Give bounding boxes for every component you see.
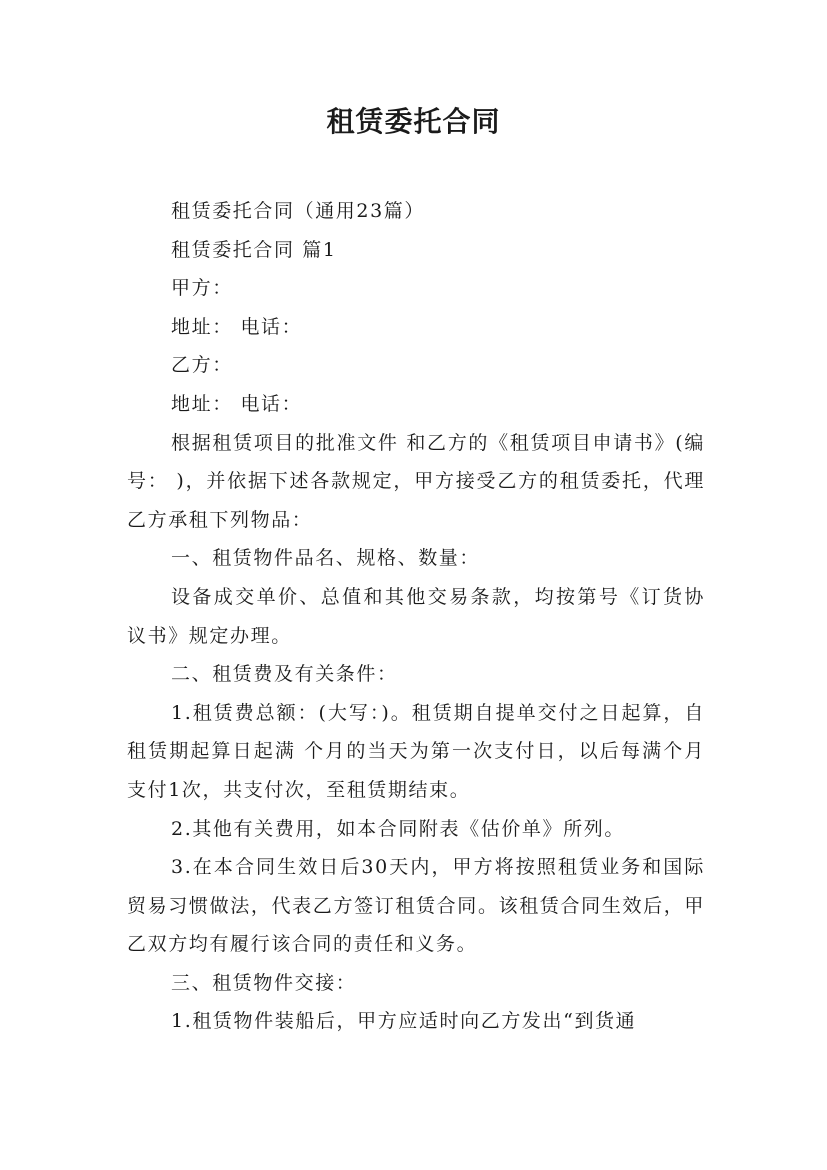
paragraph-clause-2-item-2: 2.其他有关费用，如本合同附表《估价单》所列。 [171,817,625,840]
document-title: 租赁委托合同 [326,105,501,138]
paragraph-party-a: 甲方： [171,277,233,300]
paragraph-clause-3-heading: 三、租赁物件交接： [171,971,357,994]
paragraph-party-b: 乙方： [171,354,233,377]
paragraph-preamble: 根据租赁项目的批准文件 和乙方的《租赁项目申请书》(编号： )，并依据下述各款规定，甲方接受乙方的租赁委托，代理乙方承租下列物品： [127,431,705,531]
paragraph-party-b-address: 地址： 电话： [171,392,303,415]
paragraph-party-a-address: 地址： 电话： [171,315,303,338]
paragraph-section-heading: 租赁委托合同 篇1 [171,238,337,261]
paragraph-clause-2-item-3: 3.在本合同生效日后30天内，甲方将按照租赁业务和国际贸易习惯做法，代表乙方签订租赁合同。该租赁合同生效后，甲乙双方均有履行该合同的责任和义务。 [127,856,705,956]
paragraph-clause-1-body: 设备成交单价、总值和其他交易条款，均按第号《订货协议书》规定办理。 [127,585,705,647]
paragraph-clause-2-heading: 二、租赁费及有关条件： [171,663,398,686]
paragraph-clause-2-item-1: 1.租赁费总额：(大写：)。租赁期自提单交付之日起算，自租赁期起算日起满 个月的当天为第一次支付日，以后每满个月支付1次，共支付次，至租赁期结束。 [127,701,705,801]
paragraph-subtitle: 租赁委托合同（通用23篇） [171,200,425,222]
paragraph-clause-1-heading: 一、租赁物件品名、规格、数量： [171,547,481,570]
document-body [127,192,705,1041]
paragraph-clause-3-item-1: 1.租赁物件装船后，甲方应适时向乙方发出“到货通 [171,1010,637,1033]
